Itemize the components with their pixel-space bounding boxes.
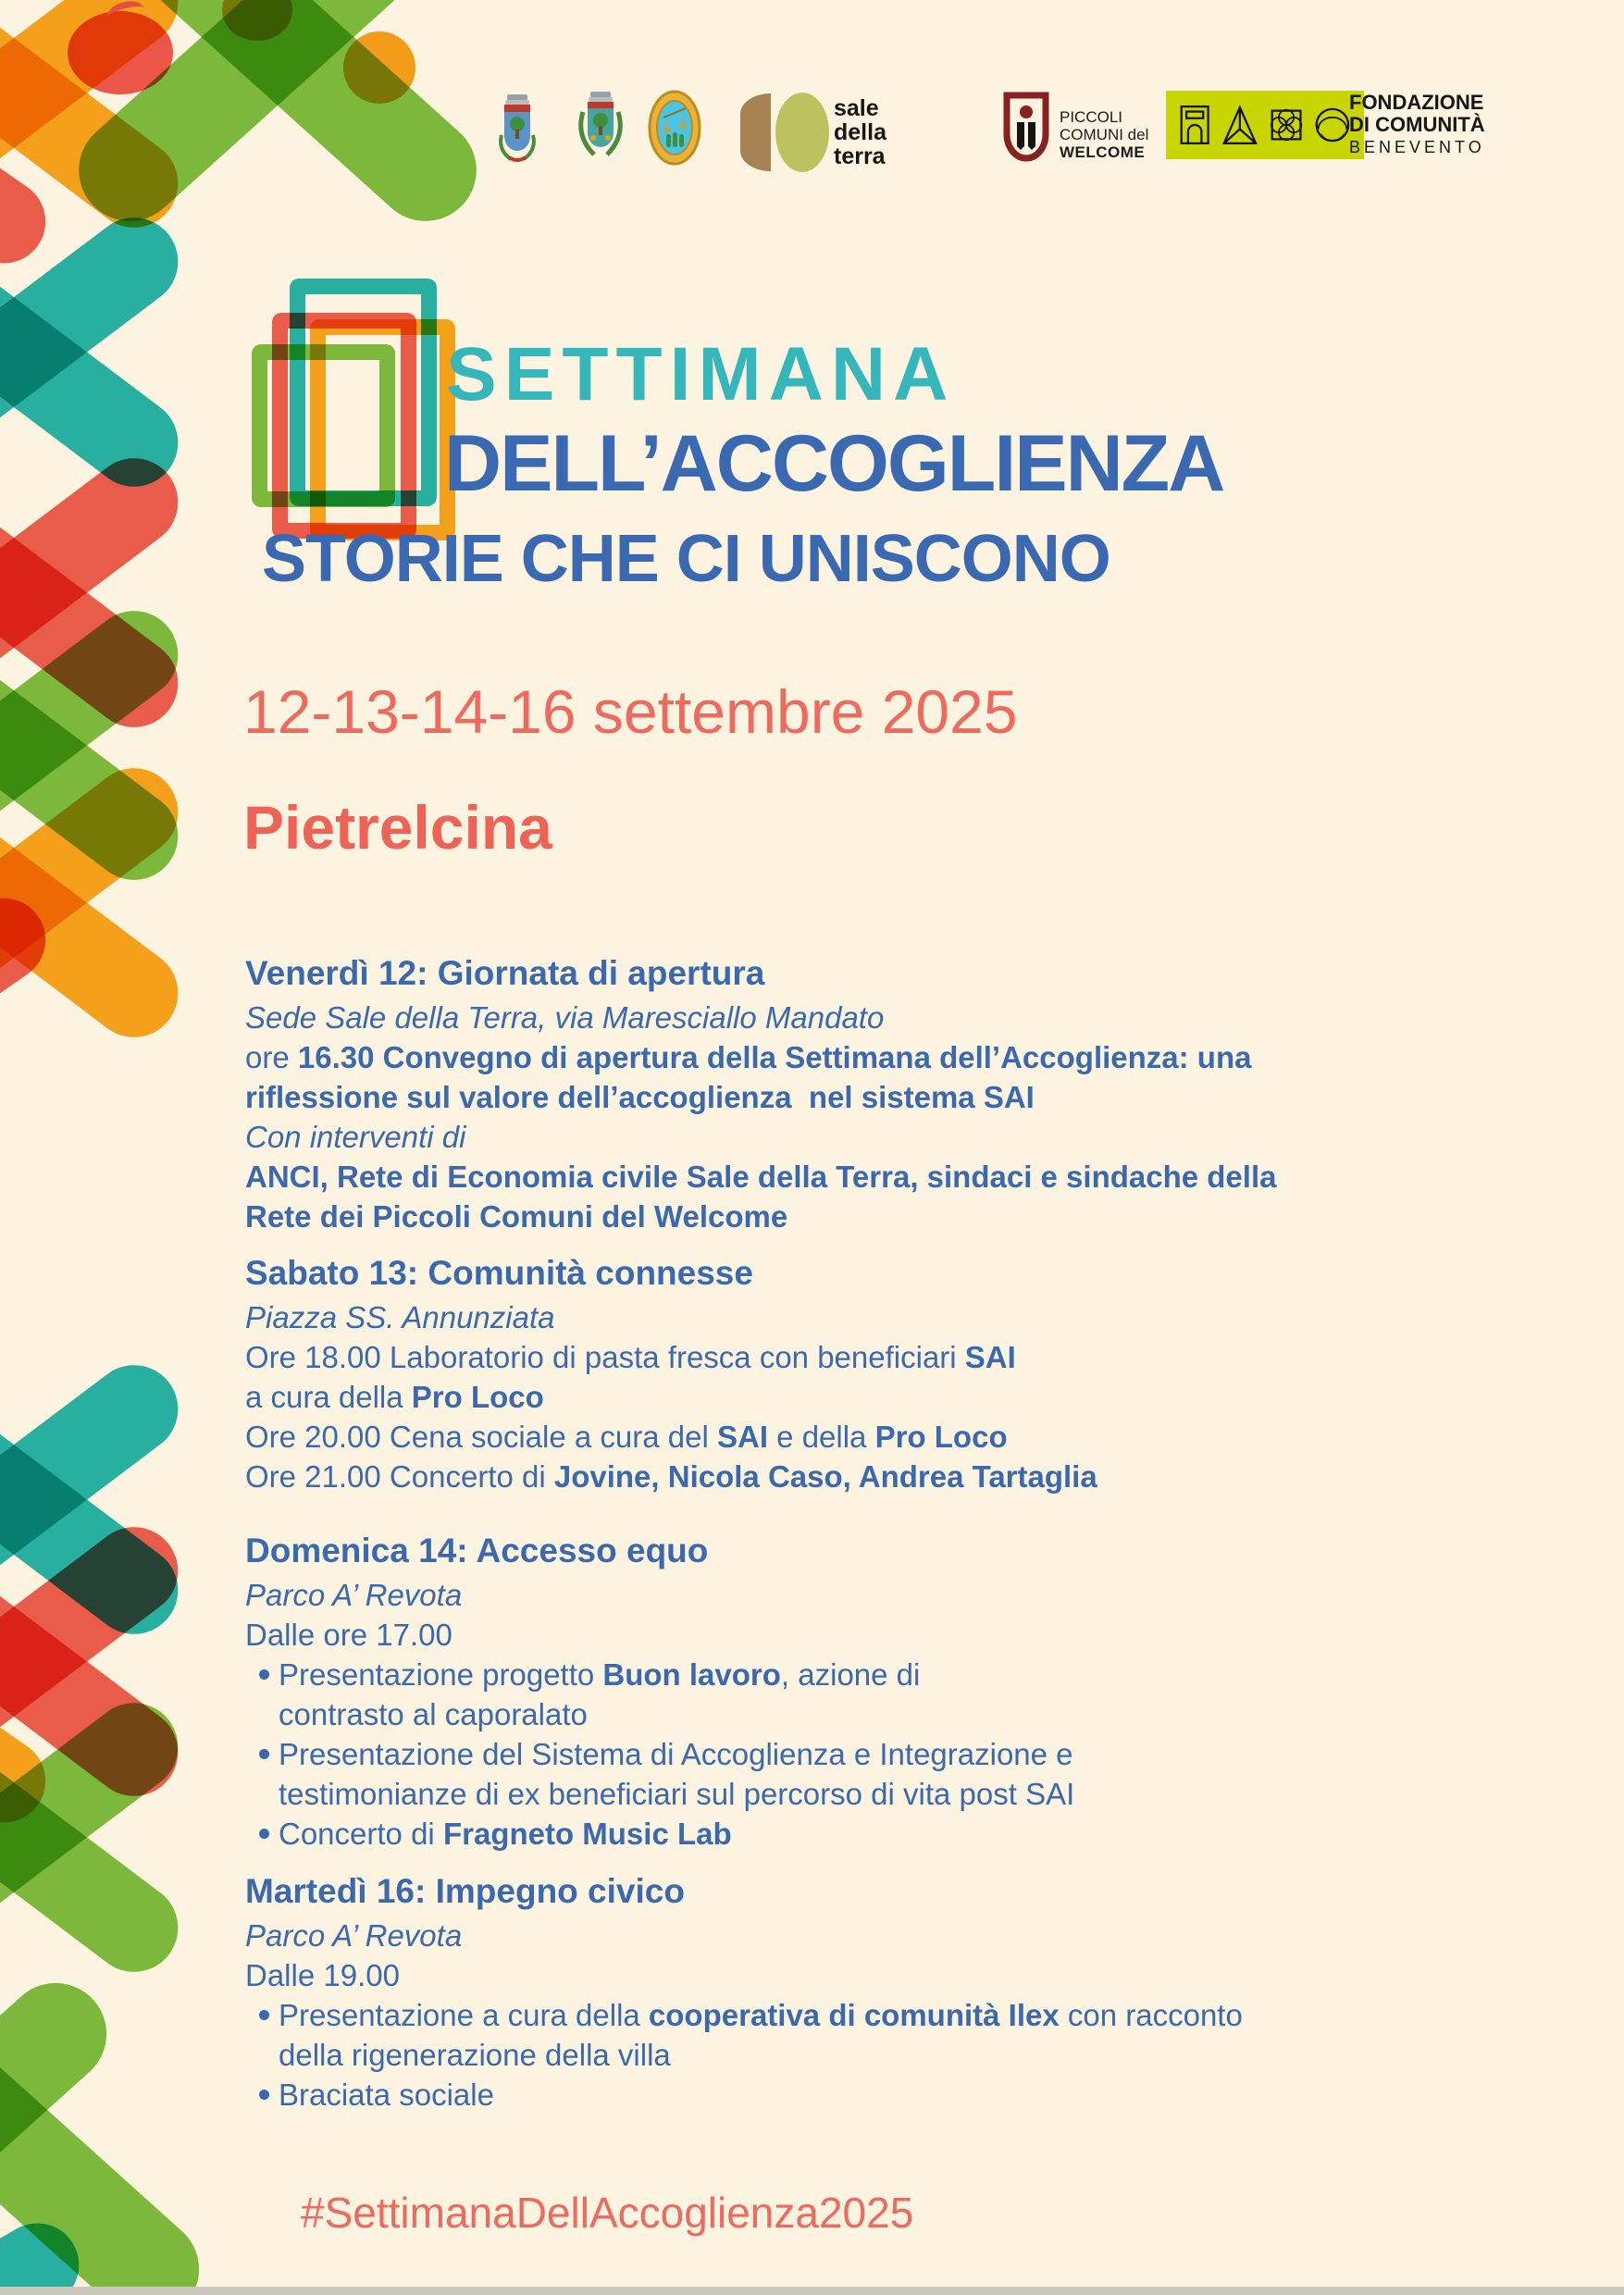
fondazione-text-line: DI COMUNITÀ: [1349, 113, 1485, 136]
schedule-line: della rigenerazione della villa: [279, 2038, 671, 2072]
municipal-crest-icon-2: [574, 90, 627, 169]
fondazione-icon-box: [1166, 91, 1364, 159]
event-hashtag: #SettimanaDellAccoglienza2025: [301, 2189, 914, 2237]
section-title: Sabato 13: Comunità connesse: [245, 1254, 753, 1292]
bullet-dot: [259, 1669, 269, 1680]
bottom-edge-strip: [0, 2287, 1624, 2295]
title-dell-accoglienza: DELL’ACCOGLIENZA: [444, 419, 1224, 508]
schedule-section: [245, 951, 1448, 1236]
piccoli-comuni-text: [1060, 108, 1148, 161]
bullet-dot: [259, 1749, 269, 1759]
schedule-line: Rete dei Piccoli Comuni del Welcome: [245, 1199, 788, 1234]
piccoli-text-line: WELCOME: [1060, 143, 1146, 161]
bullet-dot: [259, 2090, 269, 2100]
subtitle-storie: STORIE CHE CI UNISCONO: [262, 522, 1110, 596]
sale-olive-shape: [775, 93, 829, 172]
schedule-line: Parco A’ Revota: [245, 1578, 463, 1612]
section-title: Martedì 16: Impegno civico: [245, 1872, 685, 1910]
schedule-line: Ore 18.00 Laboratorio di pasta fresca con beneficiari SAI: [245, 1340, 1016, 1374]
sale-brown-shape: [740, 93, 771, 171]
sale-text-line: terra: [834, 143, 886, 169]
fondazione-text-line: FONDAZIONE: [1349, 91, 1484, 114]
yellow-square-icon: [310, 319, 455, 540]
universitas-crest-icon: [648, 90, 701, 171]
piccoli-comuni-shield-icon: [1002, 92, 1050, 174]
schedule-line: Parco A’ Revota: [245, 1918, 463, 1953]
section-title: Domenica 14: Accesso equo: [245, 1532, 709, 1569]
bullet-dot: [259, 1829, 269, 1839]
fondazione-text: [1349, 92, 1485, 158]
schedule-line: a cura della Pro Loco: [245, 1380, 544, 1414]
sale-text-line: della: [834, 119, 886, 145]
title-settimana: SETTIMANA: [446, 332, 956, 416]
dome-icon: [1314, 102, 1351, 148]
schedule-bullet-line: Braciata sociale: [245, 2075, 1448, 2115]
schedule-line: Ore 20.00 Cena sociale a cura del SAI e della Pro Loco: [245, 1420, 1008, 1454]
schedule-section: [245, 1869, 1448, 2115]
schedule-line: Con interventi di: [245, 1120, 466, 1154]
schedule-bullet-line: Concerto di Fragneto Music Lab: [245, 1814, 1448, 1854]
schedule-bullet-line: Presentazione a cura della cooperativa di comunità Ilex con racconto: [245, 1995, 1448, 2035]
section-title: Venerdì 12: Giornata di apertura: [245, 954, 765, 992]
settimana-squares-logo: [252, 279, 437, 519]
event-dates: 12-13-14-16 settembre 2025: [243, 677, 1018, 746]
schedule-line: Sede Sale della Terra, via Maresciallo Mandato: [245, 1000, 885, 1035]
arch-icon: [1179, 102, 1210, 148]
schedule-line: Ore 21.00 Concerto di Jovine, Nicola Caso, Andrea Tartaglia: [245, 1459, 1097, 1494]
municipal-crest-icon-1: [496, 93, 539, 169]
schedule-bullet-line: Presentazione del Sistema di Accoglienza e Integrazione e: [245, 1734, 1448, 1774]
sale-della-terra-logo: [740, 91, 888, 174]
schedule-bullet-line: Presentazione progetto Buon lavoro, azione di: [245, 1655, 1448, 1694]
schedule-line: ore 16.30 Convegno di apertura della Settimana dell’Accoglienza: una: [245, 1040, 1252, 1074]
sale-text-line: sale: [834, 95, 879, 121]
piccoli-text-line: PICCOLI: [1060, 108, 1123, 126]
partner-logos-row: [0, 0, 1624, 185]
schedule-line: contrasto al caporalato: [279, 1697, 588, 1731]
bullet-dot: [259, 2010, 269, 2020]
schedule-section: [245, 1251, 1448, 1496]
event-location: Pietrelcina: [243, 793, 552, 862]
flower-icon: [1270, 102, 1303, 148]
fondazione-text-line: BENEVENTO: [1349, 138, 1485, 156]
schedule-line: testimonianze di ex beneficiari sul percorso di vita post SAI: [279, 1777, 1075, 1811]
schedule-line: riflessione sul valore dell’accoglienza nel sistema SAI: [245, 1080, 1035, 1114]
schedule-section: [245, 1529, 1448, 1854]
piccoli-text-line: COMUNI del: [1060, 126, 1149, 143]
schedule-line: Dalle 19.00: [245, 1958, 400, 1992]
house-icon: [1221, 102, 1258, 148]
schedule-line: Piazza SS. Annunziata: [245, 1300, 555, 1334]
schedule-line: ANCI, Rete di Economia civile Sale della Terra, sindaci e sindache della: [245, 1160, 1277, 1194]
schedule-line: Dalle ore 17.00: [245, 1618, 452, 1652]
